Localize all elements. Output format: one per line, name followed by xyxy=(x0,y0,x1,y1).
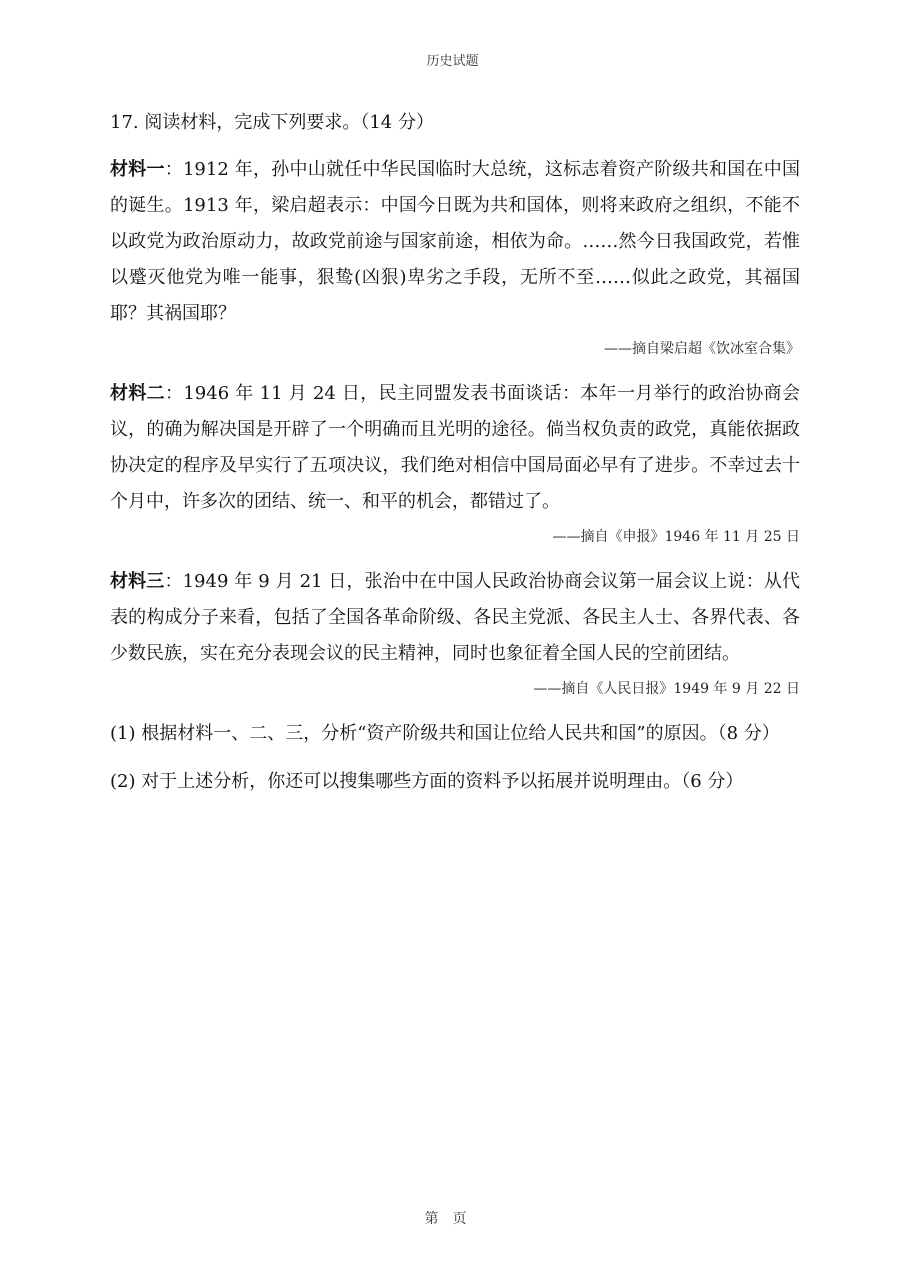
material-three xyxy=(110,564,800,672)
question-title: 17. 阅读材料，完成下列要求。（14 分） xyxy=(110,112,434,133)
material-label: 材料三 xyxy=(110,571,165,592)
page-footer: 第页 xyxy=(424,1211,481,1227)
material-label: 材料一 xyxy=(110,159,165,180)
material-source: ——摘自梁启超《饮冰室合集》 xyxy=(604,341,800,357)
sub-question-1: (1) 根据材料一、二、三，分析“资产阶级共和国让位给人民共和国”的原因。（8 分） xyxy=(110,723,780,744)
material-one xyxy=(110,152,800,332)
question-content xyxy=(110,108,800,812)
material-two xyxy=(110,376,800,520)
sub-question-2: (2) 对于上述分析，你还可以搜集哪些方面的资料予以拓展并说明理由。（6 分） xyxy=(110,771,744,792)
page-header: 历史试题 xyxy=(426,54,479,69)
material-text: ：1912 年，孙中山就任中华民国临时大总统，这标志着资产阶级共和国在中国的诞生。1913 年，梁启超表示：中国今日既为共和国体，则将来政府之组织，不能不以政党为政治原动力，故政党前途与国家前途，相依为命。……然今日我国政党，若惟以蹙灭他党为唯一能事，狠鸷(凶狠)卑劣之手段，无所不至……似此之政党，其福国耶？其祸国耶？ xyxy=(110,159,801,324)
material-text: ：1949 年 9 月 21 日，张治中在中国人民政治协商会议第一届会议上说：从代表的构成分子来看，包括了全国各革命阶级、各民主党派、各民主人士、各界代表、各少数民族，实在充分表现会议的民主精神，同时也象征着全国人民的空前团结。 xyxy=(110,571,800,664)
material-source: ——摘自《人民日报》1949 年 9 月 22 日 xyxy=(533,681,800,697)
material-text: ：1946 年 11 月 24 日，民主同盟发表书面谈话：本年一月举行的政治协商会议，的确为解决国是开辟了一个明确而且光明的途径。倘当权负责的政党，真能依据政协决定的程序及早实行了五项决议，我们绝对相信中国局面必早有了进步。不幸过去十个月中，许多次的团结、统一、和平的机会，都错过了。 xyxy=(110,383,800,512)
material-label: 材料二 xyxy=(110,383,166,404)
material-source: ——摘自《申报》1946 年 11 月 25 日 xyxy=(552,529,800,545)
